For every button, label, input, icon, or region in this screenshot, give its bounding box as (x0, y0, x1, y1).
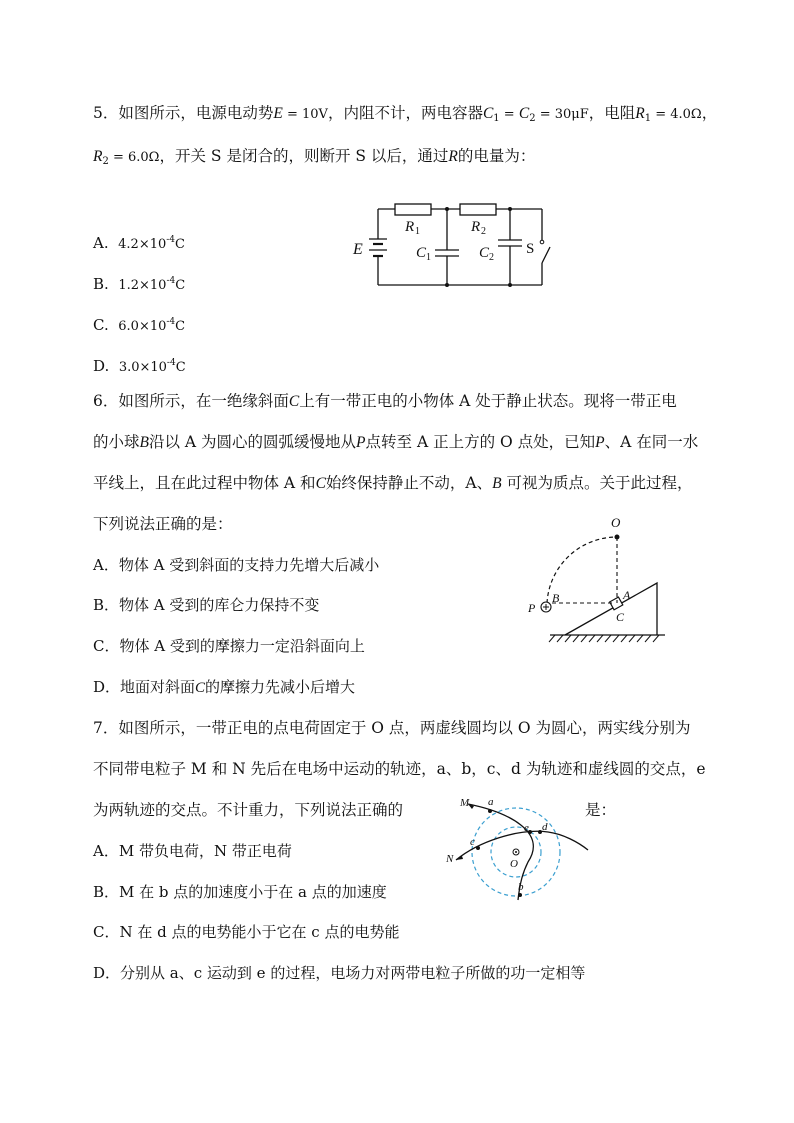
q6-b-symbol: B (492, 475, 502, 492)
q7-stem-line1: 7．如图所示，一带正电的点电荷固定于 O 点，两虚线圆均以 O 为圆心，两实线分别为 (93, 719, 691, 737)
option-exponent: -4 (166, 358, 176, 368)
q6-stem-line2 (93, 432, 698, 453)
battery-symbol (369, 239, 387, 256)
q5-r-symbol: R (635, 105, 645, 122)
q5-emf-value: = 10V (282, 107, 328, 122)
q6-c-symbol: C (315, 475, 326, 492)
label-n: N (446, 853, 454, 865)
option-label: B. (93, 275, 109, 293)
option-mantissa: 4.2×10 (118, 237, 167, 252)
q7-text: 为两轨迹的交点。不计重力，下列说法正确的 (93, 801, 404, 819)
r1-resistor (395, 204, 431, 215)
label-o: O (510, 858, 518, 870)
label-s: S (526, 241, 535, 257)
q5-c-symbol: C (518, 105, 530, 122)
label-r1-sub: 1 (415, 226, 420, 237)
option-mantissa: 3.0×10 (118, 360, 167, 375)
q5-r2-sub: 2 (102, 156, 109, 167)
r2-resistor (460, 204, 496, 215)
q5-r2-value: = 6.0Ω (108, 150, 160, 165)
q5-text: ， (701, 104, 718, 122)
q5-text: ，电阻 (588, 104, 636, 122)
label-b: b (518, 881, 524, 893)
q5-text: ，内阻不计，两电容器 (327, 104, 483, 122)
option-exponent: -4 (166, 276, 176, 286)
option-mantissa: 1.2×10 (118, 278, 167, 293)
q6-text: 点转至 A 正上方的 O 点处，已知 (365, 433, 596, 451)
label-d: d (542, 821, 548, 833)
option-unit: C (175, 278, 186, 293)
label-r2-sub: 2 (481, 226, 486, 237)
q5-text: ，开关 S 是闭合的，则断开 S 以后，通过 (159, 147, 449, 165)
q5-option-b[interactable] (93, 271, 185, 296)
option-text: D．地面对斜面 (93, 678, 196, 696)
label-e: e (524, 822, 529, 834)
q6-b-symbol: B (139, 434, 149, 451)
label-p: P (528, 601, 536, 615)
q5-circuit-diagram (340, 195, 560, 295)
label-r2: R (471, 219, 481, 235)
q6-text: 上有一带正电的小物体 A 处于静止状态。现将一带正电 (299, 392, 677, 410)
q5-text: 5．如图所示，电源电动势 (93, 104, 274, 122)
option-unit: C (175, 360, 186, 375)
q6-c-symbol: C (288, 393, 300, 410)
q5-r-symbol: R (448, 148, 458, 165)
q6-text: 6．如图所示，在一绝缘斜面 (93, 392, 289, 410)
q7-option-b[interactable]: B．M 在 b 点的加速度小于在 a 点的加速度 (93, 883, 387, 901)
q6-text: 始终保持静止不动，A、 (325, 474, 493, 492)
q6-text: 可视为质点。关于此过程， (501, 474, 693, 492)
q6-option-c[interactable]: C．物体 A 受到的摩擦力一定沿斜面向上 (93, 637, 365, 655)
option-label: D. (93, 357, 110, 375)
q5-c-value: = 30μF (535, 107, 589, 122)
q6-option-b[interactable]: B．物体 A 受到的库仑力保持不变 (93, 596, 320, 614)
q5-option-d[interactable] (93, 353, 186, 378)
q6-stem-line3 (93, 473, 693, 494)
q6-stem-line4: 下列说法正确的是： (93, 515, 233, 533)
q6-incline-diagram (525, 515, 675, 650)
q6-option-a[interactable]: A．物体 A 受到斜面的支持力先增大后减小 (93, 556, 380, 574)
label-e: E (353, 241, 363, 258)
q6-stem-line1 (93, 391, 677, 412)
option-exponent: -4 (166, 235, 176, 245)
trajectory-m (468, 804, 533, 900)
label-a: a (488, 796, 494, 808)
label-c1-sub: 1 (426, 252, 431, 263)
q5-option-a[interactable] (93, 230, 185, 255)
label-a: A (623, 588, 631, 602)
label-r1: R (405, 219, 415, 235)
label-o: O (611, 515, 621, 530)
q5-r1-sub: 1 (644, 113, 652, 124)
label-c: C (616, 610, 625, 624)
q5-r1-value: = 4.0Ω (651, 107, 702, 122)
q5-c-symbol: C (482, 105, 494, 122)
q7-option-c[interactable]: C．N 在 d 点的电势能小于它在 c 点的电势能 (93, 923, 400, 941)
option-unit: C (175, 319, 186, 334)
q6-p-symbol: P (356, 434, 366, 451)
q5-emf-symbol: E (273, 105, 283, 122)
q5-c2-sub: 2 (529, 113, 536, 124)
q6-text: 的小球 (93, 433, 140, 451)
q6-text: 平线上，且在此过程中物体 A 和 (93, 474, 316, 492)
label-c2: C (479, 245, 490, 261)
q6-option-d[interactable] (93, 677, 355, 698)
q5-equals: = (499, 107, 519, 122)
label-b: B (552, 591, 560, 605)
q5-option-c[interactable] (93, 312, 185, 337)
option-text: 的摩擦力先减小后增大 (205, 678, 356, 696)
option-mantissa: 6.0×10 (118, 319, 167, 334)
label-m: M (460, 797, 470, 809)
option-unit: C (175, 237, 185, 252)
label-c: c (470, 836, 475, 848)
q5-text: 的电量为： (457, 147, 536, 165)
q6-c-symbol: C (195, 680, 206, 696)
q7-stem-line2: 不同带电粒子 M 和 N 先后在电场中运动的轨迹，a、b，c、d 为轨迹和虚线圆的交点，e (93, 760, 706, 778)
q7-option-a[interactable]: A．M 带负电荷，N 带正电荷 (93, 842, 292, 860)
q7-option-d[interactable]: D．分别从 a、c 运动到 e 的过程，电场力对两带电粒子所做的功一定相等 (93, 964, 586, 982)
q5-c1-sub: 1 (493, 113, 500, 124)
q6-p-symbol: P (595, 434, 605, 451)
q5-r-symbol: R (93, 148, 103, 165)
option-label: A. (93, 234, 109, 252)
q6-text: 沿以 A 为圆心的圆弧缓慢地从 (148, 433, 357, 451)
q5-stem-line2 (93, 146, 535, 172)
option-exponent: -4 (166, 317, 176, 327)
label-c1: C (416, 245, 427, 261)
q5-stem-line1 (93, 103, 717, 129)
q6-text: 、A 在同一水 (604, 433, 699, 451)
option-label: C. (93, 316, 109, 334)
q7-text: 是： (585, 801, 617, 819)
label-c2-sub: 2 (489, 252, 494, 263)
q7-field-diagram (438, 792, 598, 904)
